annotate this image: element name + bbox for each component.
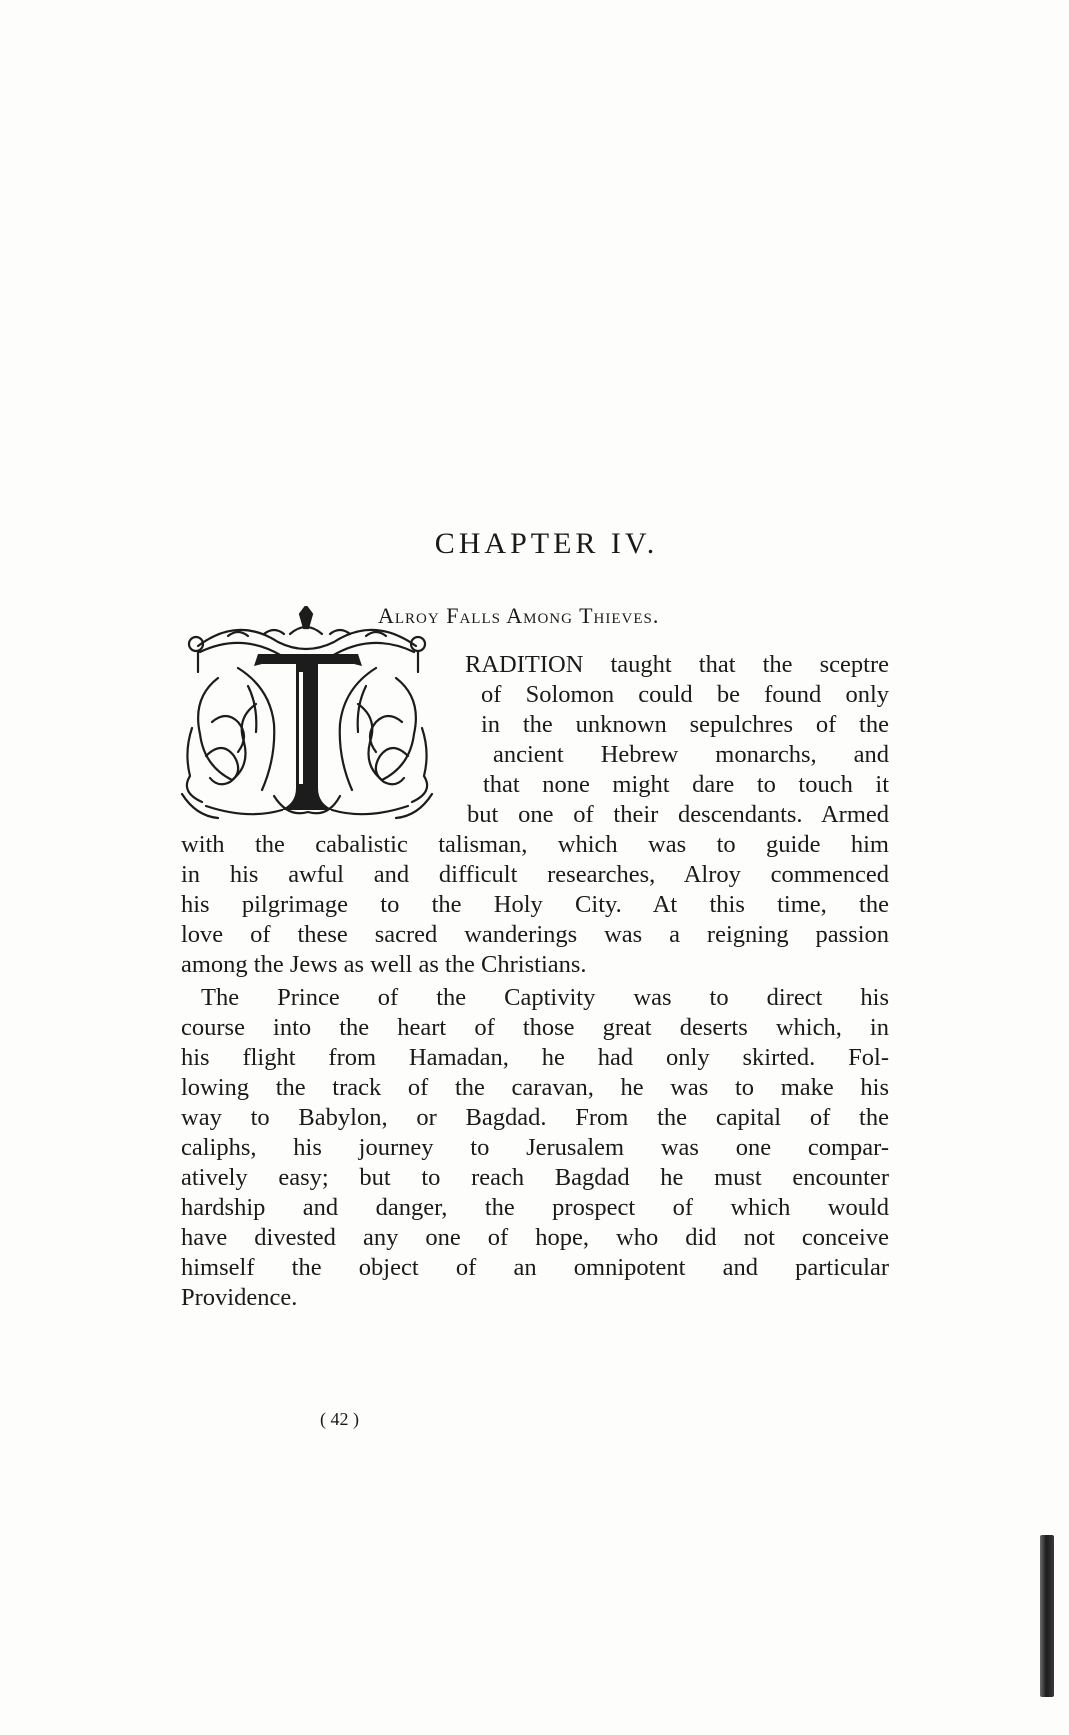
text-line: love of these sacred wanderings was a reigning passion: [181, 921, 889, 948]
text-line: but one of their descendants. Armed: [467, 801, 889, 828]
text-line: have divested any one of hope, who did not conceive: [181, 1224, 889, 1251]
text-line: hardship and danger, the prospect of which would: [181, 1194, 889, 1221]
text-line: his pilgrimage to the Holy City. At this time, the: [181, 891, 889, 918]
text-line: ancient Hebrew monarchs, and: [493, 741, 889, 768]
text-line: in his awful and difficult researches, Alroy commenced: [181, 861, 889, 888]
text-line: that none might dare to touch it: [483, 771, 889, 798]
ornamental-dropcap: [178, 606, 438, 832]
text-line: RADITION taught that the sceptre: [465, 651, 889, 678]
text-line: caliphs, his journey to Jerusalem was one compar-: [181, 1134, 889, 1161]
text-line: atively easy; but to reach Bagdad he must encounter: [181, 1164, 889, 1191]
text-line: Providence.: [181, 1284, 298, 1311]
text-line: his flight from Hamadan, he had only skirted. Fol-: [181, 1044, 889, 1071]
text-line: himself the object of an omnipotent and particular: [181, 1254, 889, 1281]
text-line: in the unknown sepulchres of the: [481, 711, 889, 738]
text-line: way to Babylon, or Bagdad. From the capital of the: [181, 1104, 889, 1131]
text-line: The Prince of the Captivity was to direct his: [201, 984, 889, 1011]
text-line: of Solomon could be found only: [481, 681, 889, 708]
text-line: lowing the track of the caravan, he was to make his: [181, 1074, 889, 1101]
scan-edge-mark: [1040, 1535, 1054, 1697]
page-number: ( 42 ): [320, 1409, 359, 1429]
chapter-title: CHAPTER IV.: [434, 527, 659, 560]
chapter-subtitle: Alroy Falls Among Thieves.: [378, 603, 660, 628]
text-line: with the cabalistic talisman, which was to guide him: [181, 831, 889, 858]
text-line: among the Jews as well as the Christians.: [181, 951, 587, 978]
text-line: course into the heart of those great deserts which, in: [181, 1014, 889, 1041]
